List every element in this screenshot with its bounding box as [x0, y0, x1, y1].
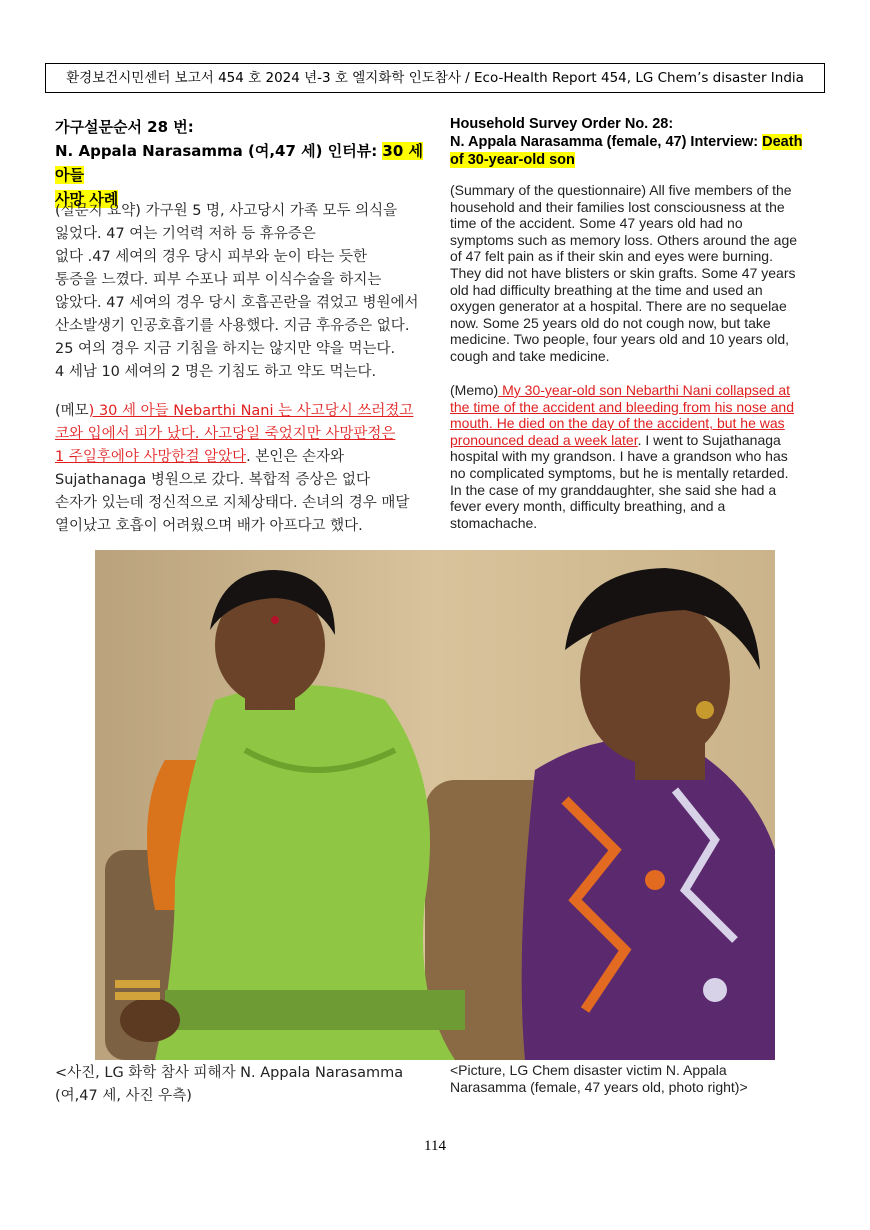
english-memo-red: the time of the accident and bleeding from his nose and [450, 398, 794, 415]
korean-memo-line [55, 423, 430, 446]
english-memo-line: stomachache. [450, 514, 538, 531]
korean-photo-caption [55, 1062, 435, 1108]
english-memo-line: hospital with my grandson. I have a grandson who has [450, 448, 788, 465]
korean-heading-plain: N. Appala Narasamma (여,47 세) 인터뷰: [55, 142, 383, 160]
english-summary-line: (Summary of the questionnaire) All five members of the [450, 182, 792, 198]
english-summary-line: old had difficulty breathing at the time and used an [450, 281, 763, 298]
english-caption-line: <Picture, LG Chem disaster victim N. Appala [450, 1062, 727, 1078]
korean-memo-red: 코와 입에서 피가 났다. 사고당일 죽었지만 사망판정은 [55, 426, 396, 442]
korean-heading-line2 [55, 139, 430, 187]
english-summary-line: They did not have blisters or skin grafts. Some 47 years [450, 264, 796, 281]
korean-memo-prefix: (메모 [55, 403, 89, 419]
korean-caption-line: (여,47 세, 사진 우측) [55, 1088, 192, 1104]
korean-summary-line: 통증을 느꼈다. 피부 수포나 피부 이식수술을 하지는 [55, 272, 382, 288]
english-memo [450, 382, 825, 531]
report-header: 환경보건시민센터 보고서 454 호 2024 년-3 호 엘지화학 인도참사 / Eco-Health Report 454, LG Chem’s disaster India [45, 63, 825, 93]
english-memo-prefix: (Memo) [450, 382, 499, 398]
english-photo-caption [450, 1062, 830, 1096]
english-memo-red: mouth. He died on the day of the accident, but he was [450, 415, 785, 432]
korean-memo-red: 1 주일후에야 사망한걸 알았다 [55, 449, 247, 465]
korean-summary-line: 없다 .47 세여의 경우 당시 피부와 눈이 타는 듯한 [55, 249, 368, 265]
korean-summary-line: 잃었다. 47 여는 기억력 저하 등 휴유증은 [55, 226, 316, 242]
english-heading-line1: Household Survey Order No. 28: [450, 116, 674, 132]
english-heading-highlight: Death [762, 134, 803, 150]
korean-memo-line: Sujathanaga 병원으로 갔다. 복합적 증상은 없다 [55, 472, 370, 488]
korean-memo-line [55, 400, 430, 423]
english-heading [450, 115, 825, 169]
english-memo-line [450, 399, 825, 416]
english-memo-line: fever every month, difficulty breathing, and a [450, 498, 726, 515]
korean-heading-line1: 가구설문순서 28 번: [55, 118, 194, 136]
korean-memo [55, 400, 430, 538]
english-heading-line2 [450, 133, 825, 151]
english-summary-line: now. Some 25 years old do not cough now, but take [450, 314, 771, 331]
english-summary-line: time of the accident. Some 47 years old had no [450, 215, 743, 232]
english-memo-red: My 30-year-old son Nebarthi Nani collapsed at [498, 382, 791, 398]
korean-memo-line: 열이났고 호흡이 어려웠으며 배가 아프다고 했다. [55, 518, 363, 534]
korean-memo-red: ) 30 세 아들 Nebarthi Nani 는 사고당시 쓰러졌고 [88, 403, 414, 419]
korean-memo-line [55, 446, 430, 469]
english-memo-line [450, 382, 825, 399]
english-summary-line: cough and take medicine. [450, 347, 610, 364]
english-heading-highlight-2: of 30-year-old son [450, 152, 575, 168]
korean-heading-highlight-2: 사망 사례 [55, 190, 119, 208]
english-memo-line: In the case of my granddaughter, she said she had a [450, 481, 777, 498]
korean-memo-line: 손자가 있는데 정신적으로 지체상태다. 손녀의 경우 매달 [55, 495, 410, 511]
english-heading-line3 [450, 151, 825, 169]
english-summary-line: oxygen generator at a hospital. There are no sequelae [450, 298, 787, 315]
korean-summary-line: 산소발생기 인공호흡기를 사용했다. 지금 후유증은 없다. [55, 318, 410, 334]
english-caption-line: Narasamma (female, 47 years old, photo right)> [450, 1079, 748, 1095]
english-memo-line [450, 415, 825, 432]
english-summary [450, 182, 825, 365]
korean-summary [55, 200, 430, 384]
korean-summary-line: 4 세남 10 세여의 2 명은 기침도 하고 약도 먹는다. [55, 364, 377, 380]
korean-memo-rest: . 본인은 손자와 [246, 449, 345, 465]
english-memo-red: pronounced dead a week later [450, 431, 638, 448]
english-summary-line: medicine. Two people, four years old and 10 years old, [450, 331, 790, 348]
english-heading-plain: N. Appala Narasamma (female, 47) Interview: [450, 134, 763, 150]
korean-summary-line: 25 여의 경우 지금 기침을 하지는 않지만 약을 먹는다. [55, 341, 396, 357]
korean-summary-line: 않았다. 47 세여의 경우 당시 호흡곤란을 겪었고 병원에서 [55, 295, 419, 311]
korean-summary-line: (설문지 요약) 가구원 5 명, 사고당시 가족 모두 의식을 [55, 203, 398, 219]
english-summary-line: of 47 felt pain as if their skin and eyes were burning. [450, 248, 773, 265]
photo-illustration [95, 550, 775, 1060]
english-memo-line: no complicated symptoms, but he is mentally retarded. [450, 464, 789, 481]
english-memo-line [450, 432, 825, 449]
page-number: 114 [424, 1138, 446, 1154]
english-summary-line: household and their families lost consciousness at the [450, 198, 785, 215]
korean-caption-line: <사진, LG 화학 참사 피해자 N. Appala Narasamma [55, 1065, 404, 1081]
korean-heading [55, 115, 430, 211]
english-summary-line: symptoms such as memory loss. Others around the age [450, 231, 798, 248]
victim-photo [95, 550, 775, 1060]
english-memo-rest: . I went to Sujathanaga [637, 431, 781, 448]
korean-heading-highlight: 30 세 아들 [55, 142, 424, 184]
